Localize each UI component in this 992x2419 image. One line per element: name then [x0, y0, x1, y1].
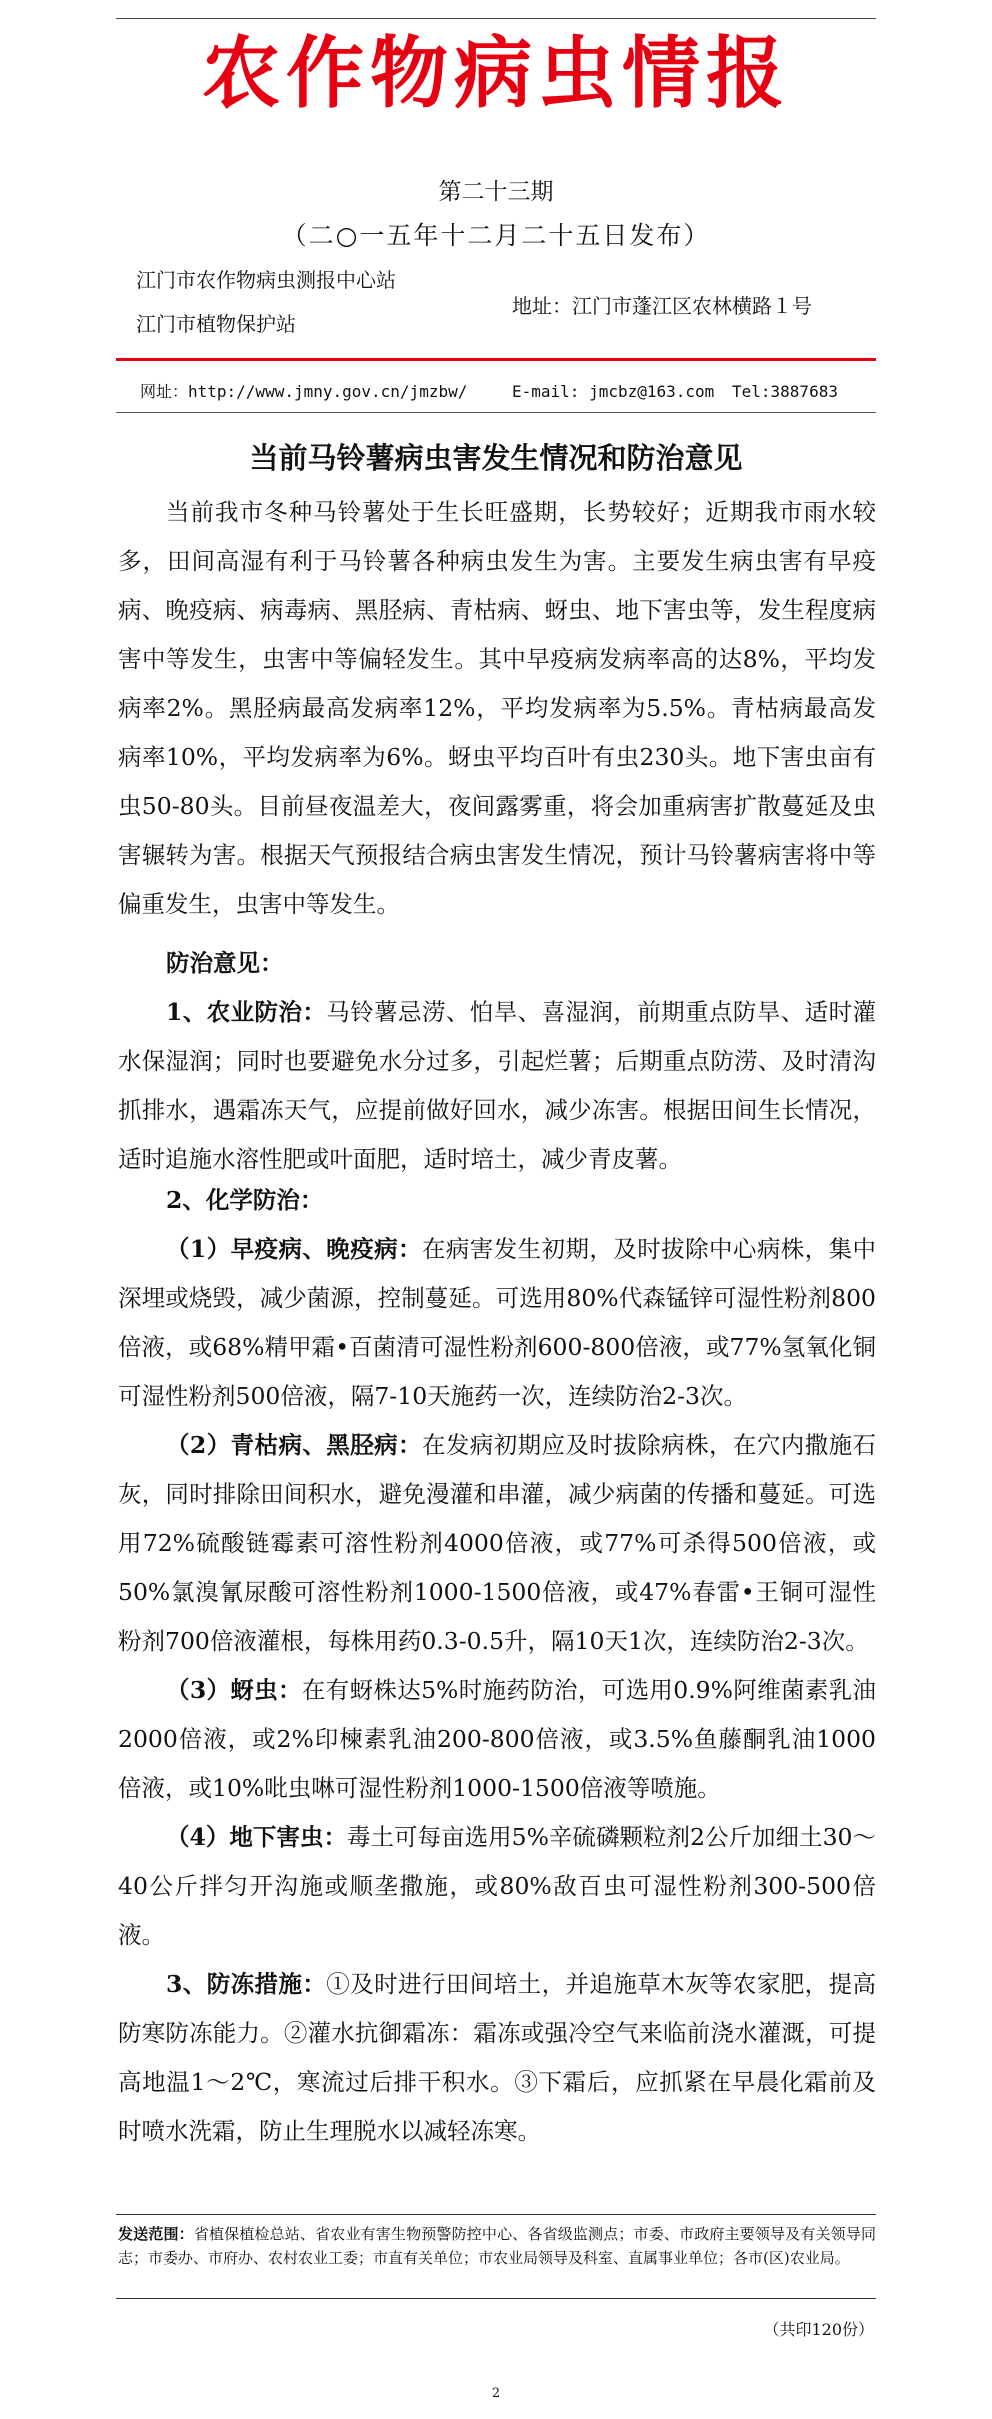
footer-top-rule [116, 2214, 876, 2215]
contact-bar [140, 376, 876, 408]
issue-number: 第二十三期 [438, 179, 554, 205]
red-divider [116, 358, 876, 361]
footer-bottom-rule [116, 2298, 876, 2299]
subsection-label: （1）早疫病、晚疫病： [166, 1235, 422, 1263]
issuer-station-2: 江门市植物保护站 [136, 312, 296, 336]
publish-date: （二○一五年十二月二十五日发布） [281, 221, 711, 250]
subsection-text: 在发病初期应及时拔除病株，在穴内撒施石灰，同时排除田间积水，避免漫灌和串灌，减少病菌的传播和蔓延。可选用72%硫酸链霉素可溶性粉剂4000倍液，或77%可杀得500倍液，或50%氯溴氰尿酸可溶性粉剂1000-1500倍液，或47%春雷•王铜可湿性粉剂700倍液灌根，每株用药0.3-0.5升，隔10天1次，连续防治2-3次。 [118, 1431, 877, 1655]
contact-divider [116, 412, 876, 413]
telephone: Tel:3887683 [732, 382, 838, 401]
subsection-aphids [118, 1666, 876, 1813]
subsection-label: （2）青枯病、黑胫病： [166, 1431, 422, 1459]
subsection-blight [118, 1225, 876, 1421]
section-frost-protection [118, 1960, 876, 2156]
subsection-soil-pests [118, 1813, 876, 1960]
website-link[interactable]: 网址：http://www.jmny.gov.cn/jmzbw/ [140, 382, 468, 401]
advice-heading: 防治意见： [166, 949, 284, 977]
distribution-text: 省植保植检总站、省农业有害生物预警防控中心、各省级监测点；市委、市政府主要领导及有关领导同志；市委办、市府办、农村农业工委；市直有关单位；市农业局领导及科室、直属事业单位；各市(区)农业局。 [118, 2225, 876, 2267]
intro-paragraph: 当前我市冬种马铃薯处于生长旺盛期，长势较好；近期我市雨水较多，田间高湿有利于马铃薯各种病虫发生为害。主要发生病虫害有早疫病、晚疫病、病毒病、黑胫病、青枯病、蚜虫、地下害虫等，发生程度病害中等发生，虫害中等偏轻发生。其中早疫病发病率高的达8%，平均发病率2%。黑胫病最高发病率12%，平均发病率为5.5%。青枯病最高发病率10%，平均发病率为6%。蚜虫平均百叶有虫230头。地下害虫亩有虫50-80头。目前昼夜温差大，夜间露雾重，将会加重病害扩散蔓延及虫害辗转为害。根据天气预报结合病虫害发生情况，预计马铃薯病害将中等偏重发生，虫害中等发生。 [118, 498, 876, 918]
subsection-label: （4）地下害虫： [166, 1823, 347, 1851]
subsection-text: 毒土可每亩选用5%辛硫磷颗粒剂2公斤加细土30～40公斤拌匀开沟施或顺垄撒施，或80%敌百虫可湿性粉剂300-500倍液。 [118, 1823, 876, 1949]
page-number: 2 [491, 2386, 501, 2401]
section-chemical-control: 2、化学防治： [166, 1186, 324, 1214]
section-agricultural-control [118, 988, 876, 1184]
masthead-title: 农作物病虫情报 [201, 28, 790, 119]
article-title: 当前马铃薯病虫害发生情况和防治意见 [249, 441, 743, 475]
address: 地址：江门市蓬江区农林横路１号 [512, 294, 812, 318]
section-label: 1、农业防治： [166, 998, 327, 1026]
section-text: ①及时进行田间培土，并追施草木灰等农家肥，提高防寒防冻能力。②灌水抗御霜冻：霜冻或强冷空气来临前浇水灌溉，可提高地温1～2℃，寒流过后排干积水。③下霜后，应抓紧在早晨化霜前及时喷水洗霜，防止生理脱水以减轻冻寒。 [118, 1970, 877, 2145]
email-link[interactable]: E-mail: jmcbz@163.com [512, 382, 715, 401]
subsection-bacterial-wilt [118, 1421, 876, 1666]
print-count: （共印120份） [763, 2320, 874, 2339]
section-text: 马铃薯忌涝、怕旱、喜湿润，前期重点防旱、适时灌水保湿润；同时也要避免水分过多，引起烂薯；后期重点防涝、及时清沟抓排水，遇霜冻天气，应提前做好回水，减少冻害。根据田间生长情况，适时追施水溶性肥或叶面肥，适时培土，减少青皮薯。 [118, 998, 877, 1173]
subsection-label: （3）蚜虫： [166, 1676, 302, 1704]
distribution-label: 发送范围： [118, 2225, 194, 2243]
subsection-text: 在病害发生初期，及时拔除中心病株，集中深埋或烧毁，减少菌源，控制蔓延。可选用80%代森锰锌可湿性粉剂800倍液，或68%精甲霜•百菌清可湿性粉剂600-800倍液，或77%氢氧化铜可湿性粉剂500倍液，隔7-10天施药一次，连续防治2-3次。 [118, 1235, 877, 1410]
issuer-station-1: 江门市农作物病虫测报中心站 [136, 268, 396, 292]
top-rule [116, 18, 876, 19]
distribution-list [118, 2222, 876, 2270]
subsection-text: 在有蚜株达5%时施药防治，可选用0.9%阿维菌素乳油2000倍液，或2%印楝素乳油200-800倍液，或3.5%鱼藤酮乳油1000倍液，或10%吡虫啉可湿性粉剂1000-1500倍液等喷施。 [118, 1676, 876, 1802]
section-label: 3、防冻措施： [166, 1970, 327, 1998]
article-body [118, 488, 876, 2156]
